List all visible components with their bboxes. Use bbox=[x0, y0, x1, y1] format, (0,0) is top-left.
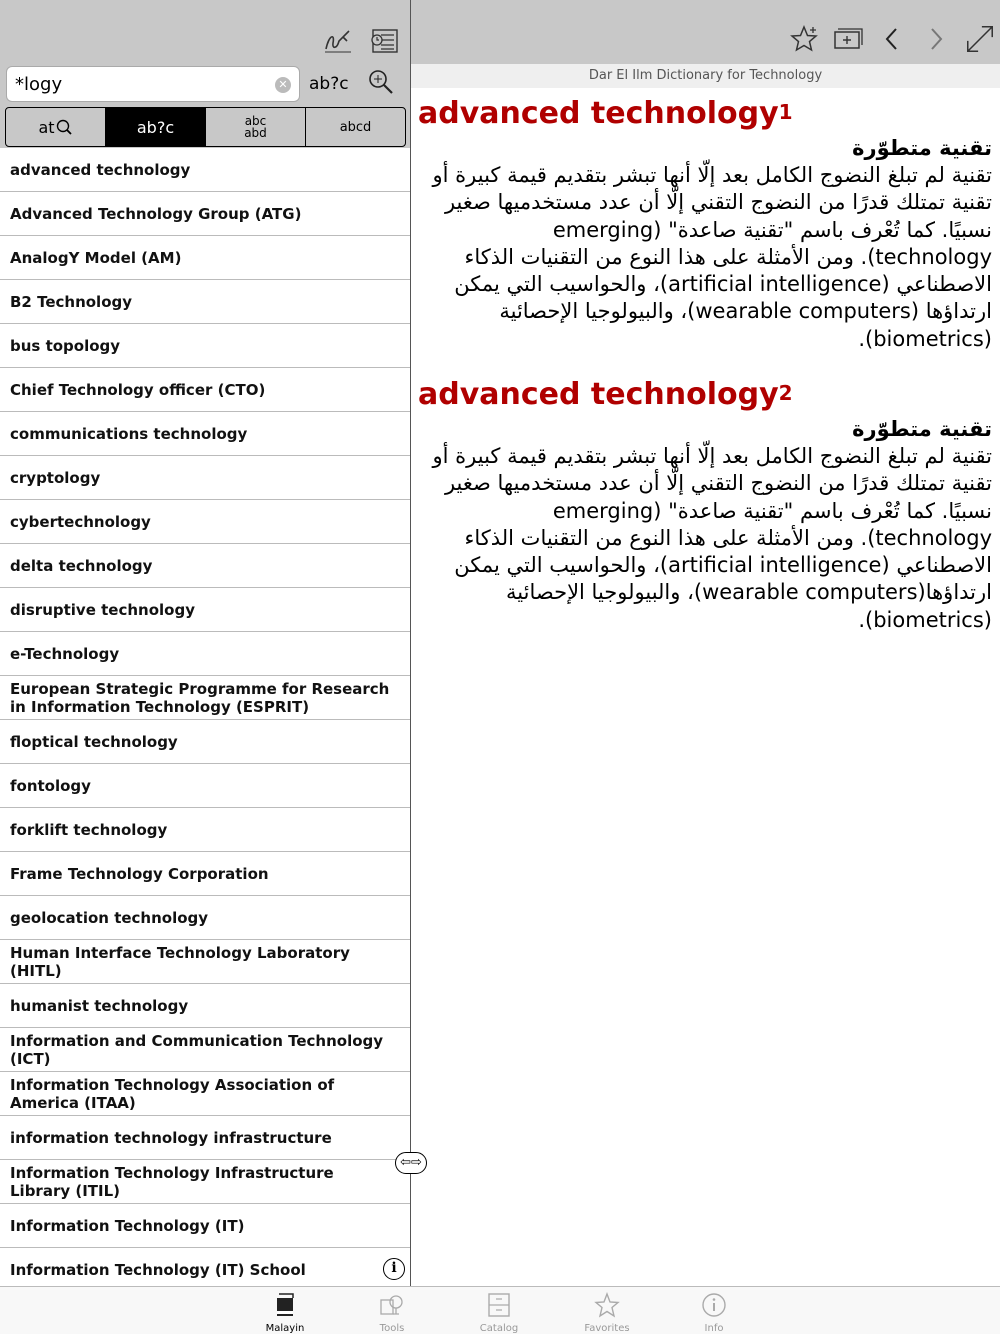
list-item[interactable]: disruptive technology bbox=[0, 588, 410, 632]
left-toolbar bbox=[322, 26, 400, 56]
list-item[interactable]: Human Interface Technology Laboratory (HITL) bbox=[0, 940, 410, 984]
homograph-number: 1 bbox=[778, 100, 793, 124]
anagram-search-icon: abcd bbox=[339, 119, 372, 135]
tab-catalog[interactable]: Catalog bbox=[459, 1291, 539, 1334]
history-list-icon[interactable] bbox=[368, 26, 400, 56]
info-icon[interactable]: i bbox=[383, 1258, 405, 1280]
list-item[interactable]: Information and Communication Technology (ICT) bbox=[0, 1028, 410, 1072]
entry-translation: تقنية متطوّرة bbox=[852, 417, 992, 441]
list-item[interactable]: Chief Technology officer (CTO) bbox=[0, 368, 410, 412]
star-icon bbox=[567, 1291, 647, 1319]
segment-anagram-search[interactable] bbox=[306, 108, 405, 146]
search-mode-label[interactable]: ab?c bbox=[309, 74, 349, 94]
list-item[interactable]: fontology bbox=[0, 764, 410, 808]
list-item[interactable]: Frame Technology Corporation bbox=[0, 852, 410, 896]
entry-headword: advanced technology$^1$ bbox=[418, 96, 793, 131]
entry-headword: advanced technology$^2$ bbox=[418, 377, 793, 412]
search-input[interactable] bbox=[15, 74, 265, 95]
magnifier-icon bbox=[55, 118, 73, 136]
list-item[interactable]: European Strategic Programme for Research in Information Technology (ESPRIT) bbox=[0, 676, 410, 720]
right-toolbar-icons bbox=[788, 24, 996, 54]
entry-definition: تقنية لم تبلغ النضوج الكامل بعد إلّا أنها تبشر بتقديم قيمة كبيرة أو تقنية تمتلك قدرًا من النضوج التقني إلّا أن عدد مستخدميها صغير نسبيًا. كما تُعْرف باسم "تقنية صاعدة" (emerging technology). ومن الأمثلة على هذا النوع من التقنيات الذكاء الاصطناعي (artificial intelligence)، والحواسيب التي يمكن ارتداؤها (wearable computers)، والبيولوجيا الإحصائية (biometrics). bbox=[432, 163, 992, 351]
list-item[interactable]: advanced technology bbox=[0, 148, 410, 192]
tab-malayin[interactable]: Malayin bbox=[245, 1291, 325, 1334]
list-item[interactable]: geolocation technology bbox=[0, 896, 410, 940]
tab-info[interactable]: Info bbox=[674, 1291, 754, 1334]
entry-translation: تقنية متطوّرة bbox=[852, 136, 992, 160]
new-window-icon[interactable] bbox=[832, 24, 864, 54]
segment-start-search[interactable] bbox=[6, 108, 106, 146]
list-item[interactable]: information technology infrastructure bbox=[0, 1116, 410, 1160]
list-item[interactable]: floptical technology bbox=[0, 720, 410, 764]
right-toolbar bbox=[411, 0, 1000, 64]
list-item[interactable]: humanist technology bbox=[0, 984, 410, 1028]
homograph-number: 2 bbox=[778, 381, 793, 405]
info-icon bbox=[674, 1291, 754, 1319]
entry-definition: تقنية لم تبلغ النضوج الكامل بعد إلّا أنها تبشر بتقديم قيمة كبيرة أو تقنية تمتلك قدرًا من النضوج التقني إلّا أن عدد مستخدميها صغير نسبيًا. كما تُعْرف باسم "تقنية صاعدة" (emerging technology). ومن الأمثلة على هذا النوع من التقنيات الذكاء الاصطناعي (artificial intelligence)، والحواسيب التي يمكن ارتداؤها(wearable computers)، والبيولوجيا الإحصائية (biometrics). bbox=[432, 444, 992, 632]
list-item[interactable]: communications technology bbox=[0, 412, 410, 456]
dictionary-name: Dar El Ilm Dictionary for Technology bbox=[411, 64, 1000, 88]
tab-favorites[interactable]: Favorites bbox=[567, 1291, 647, 1334]
search-mode-segmented-control bbox=[5, 107, 406, 147]
add-favorite-star-icon[interactable] bbox=[788, 24, 820, 54]
segment-wildcard-search[interactable] bbox=[106, 108, 206, 146]
list-item[interactable]: Information Technology (IT) School bbox=[0, 1248, 410, 1286]
list-item[interactable]: Information Technology Association of America (ITAA) bbox=[0, 1072, 410, 1116]
list-item[interactable]: Information Technology (IT) bbox=[0, 1204, 410, 1248]
list-item[interactable]: e-Technology bbox=[0, 632, 410, 676]
list-item[interactable]: Advanced Technology Group (ATG) bbox=[0, 192, 410, 236]
segment-fuzzy-search[interactable] bbox=[206, 108, 306, 146]
list-item[interactable]: cryptology bbox=[0, 456, 410, 500]
tools-icon bbox=[352, 1291, 432, 1319]
list-item[interactable]: forklift technology bbox=[0, 808, 410, 852]
back-chevron-icon[interactable] bbox=[876, 24, 908, 54]
tab-tools[interactable]: Tools bbox=[352, 1291, 432, 1334]
dictionary-entry bbox=[418, 377, 992, 634]
fuzzy-search-icon: abc abd bbox=[244, 114, 267, 140]
search-icon[interactable] bbox=[366, 68, 396, 100]
list-item[interactable]: B2 Technology bbox=[0, 280, 410, 324]
tab-bar bbox=[0, 1286, 1000, 1334]
catalog-icon bbox=[459, 1291, 539, 1319]
pane-divider bbox=[410, 0, 411, 1286]
segment-label: at bbox=[38, 117, 55, 137]
list-item[interactable]: bus topology bbox=[0, 324, 410, 368]
forward-chevron-icon[interactable] bbox=[920, 24, 952, 54]
segment-label: ab?c bbox=[136, 117, 175, 137]
handwriting-icon[interactable] bbox=[322, 26, 354, 56]
list-item[interactable]: Information Technology Infrastructure Library (ITIL) bbox=[0, 1160, 410, 1204]
book-icon bbox=[245, 1291, 325, 1319]
split-resize-handle[interactable]: ⇦⇨ bbox=[395, 1152, 427, 1174]
search-field[interactable] bbox=[6, 66, 300, 102]
list-item[interactable]: delta technology bbox=[0, 544, 410, 588]
left-pane bbox=[0, 0, 410, 1286]
clear-icon[interactable]: ✕ bbox=[275, 77, 291, 93]
word-list bbox=[0, 148, 410, 1286]
list-item[interactable]: cybertechnology bbox=[0, 500, 410, 544]
expand-icon[interactable] bbox=[964, 24, 996, 54]
dictionary-entry bbox=[418, 96, 992, 353]
list-item[interactable]: AnalogY Model (AM) bbox=[0, 236, 410, 280]
